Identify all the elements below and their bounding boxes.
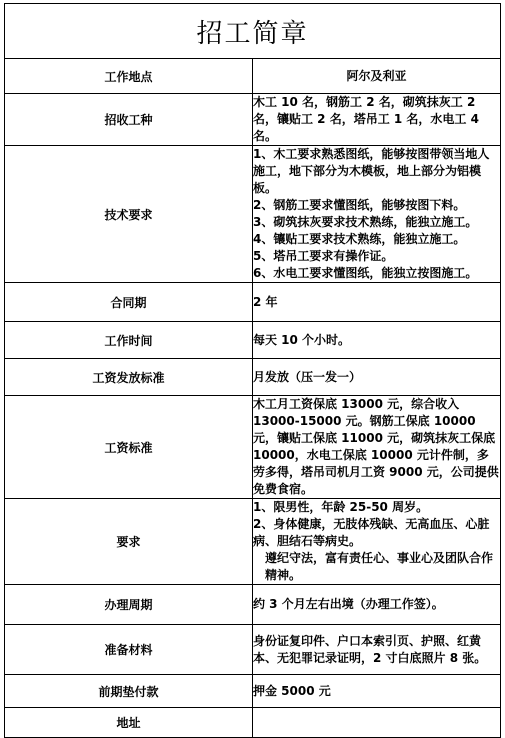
row-label-work-location: 工作地点 [5,59,253,94]
row-label-advance-payment: 前期垫付款 [5,675,253,708]
row-value-job-types: 木工 10 名，钢筋工 2 名，砌筑抹灰工 2 名，镶贴工 2 名，塔吊工 1 名，水电工 4 名。 [253,94,501,146]
row-label-salary: 工资标准 [5,396,253,499]
tech-requirement-item: 4、镶贴工要求技术熟练，能独立施工。 [253,232,466,246]
row-label-requirements: 要求 [5,499,253,585]
tech-requirement-item: 1、木工要求熟悉图纸，能够按图带领当地人施工，地下部分为木模板，地上部分为铝模板。 [253,147,490,195]
row-value-processing-period: 约 3 个月左右出境（办理工作签）。 [253,585,501,625]
row-label-pay-schedule: 工资发放标准 [5,359,253,396]
row-value-work-hours: 每天 10 个小时。 [253,322,501,359]
row-value-documents: 身份证复印件、户口本索引页、护照、红黄本、无犯罪记录证明，2 寸白底照片 8 张。 [253,625,501,675]
row-value-requirements [253,499,501,585]
tech-requirement-item: 6、水电工要求懂图纸，能独立按图施工。 [253,266,478,280]
row-value-work-location: 阿尔及利亚 [253,59,501,94]
page-title: 招工简章 [5,4,501,59]
requirement-item: 2、身体健康，无肢体残缺、无高血压、心脏病、胆结石等病史。 [253,517,490,548]
row-label-tech-requirements: 技术要求 [5,146,253,283]
row-value-tech-requirements [253,146,501,283]
recruitment-table [4,3,501,738]
tech-requirement-item: 5、塔吊工要求有操作证。 [253,249,394,263]
row-label-job-types: 招收工种 [5,94,253,146]
row-label-contract-period: 合同期 [5,283,253,322]
row-label-address: 地址 [5,708,253,738]
row-label-processing-period: 办理周期 [5,585,253,625]
row-value-pay-schedule: 月发放（压一发一） [253,359,501,396]
row-value-salary: 木工月工资保底 13000 元，综合收入 13000-15000 元。钢筋工保底 10000 元，镶贴工保底 11000 元，砌筑抹灰工保底 10000，水电工保底 10000 元计件制，多劳多得，塔吊司机月工资 9000 元，公司提供免费食宿。 [253,396,501,499]
row-value-address [253,708,501,738]
row-label-documents: 准备材料 [5,625,253,675]
tech-requirement-item: 2、钢筋工要求懂图纸，能够按图下料。 [253,198,466,212]
row-value-advance-payment: 押金 5000 元 [253,675,501,708]
requirement-item: 1、限男性，年龄 25-50 周岁。 [253,500,429,514]
row-value-contract-period: 2 年 [253,283,501,322]
row-label-work-hours: 工作时间 [5,322,253,359]
tech-requirement-item: 3、砌筑抹灰要求技术熟练，能独立施工。 [253,215,478,229]
requirement-item: 遵纪守法，富有责任心、事业心及团队合作精神。 [265,551,494,582]
